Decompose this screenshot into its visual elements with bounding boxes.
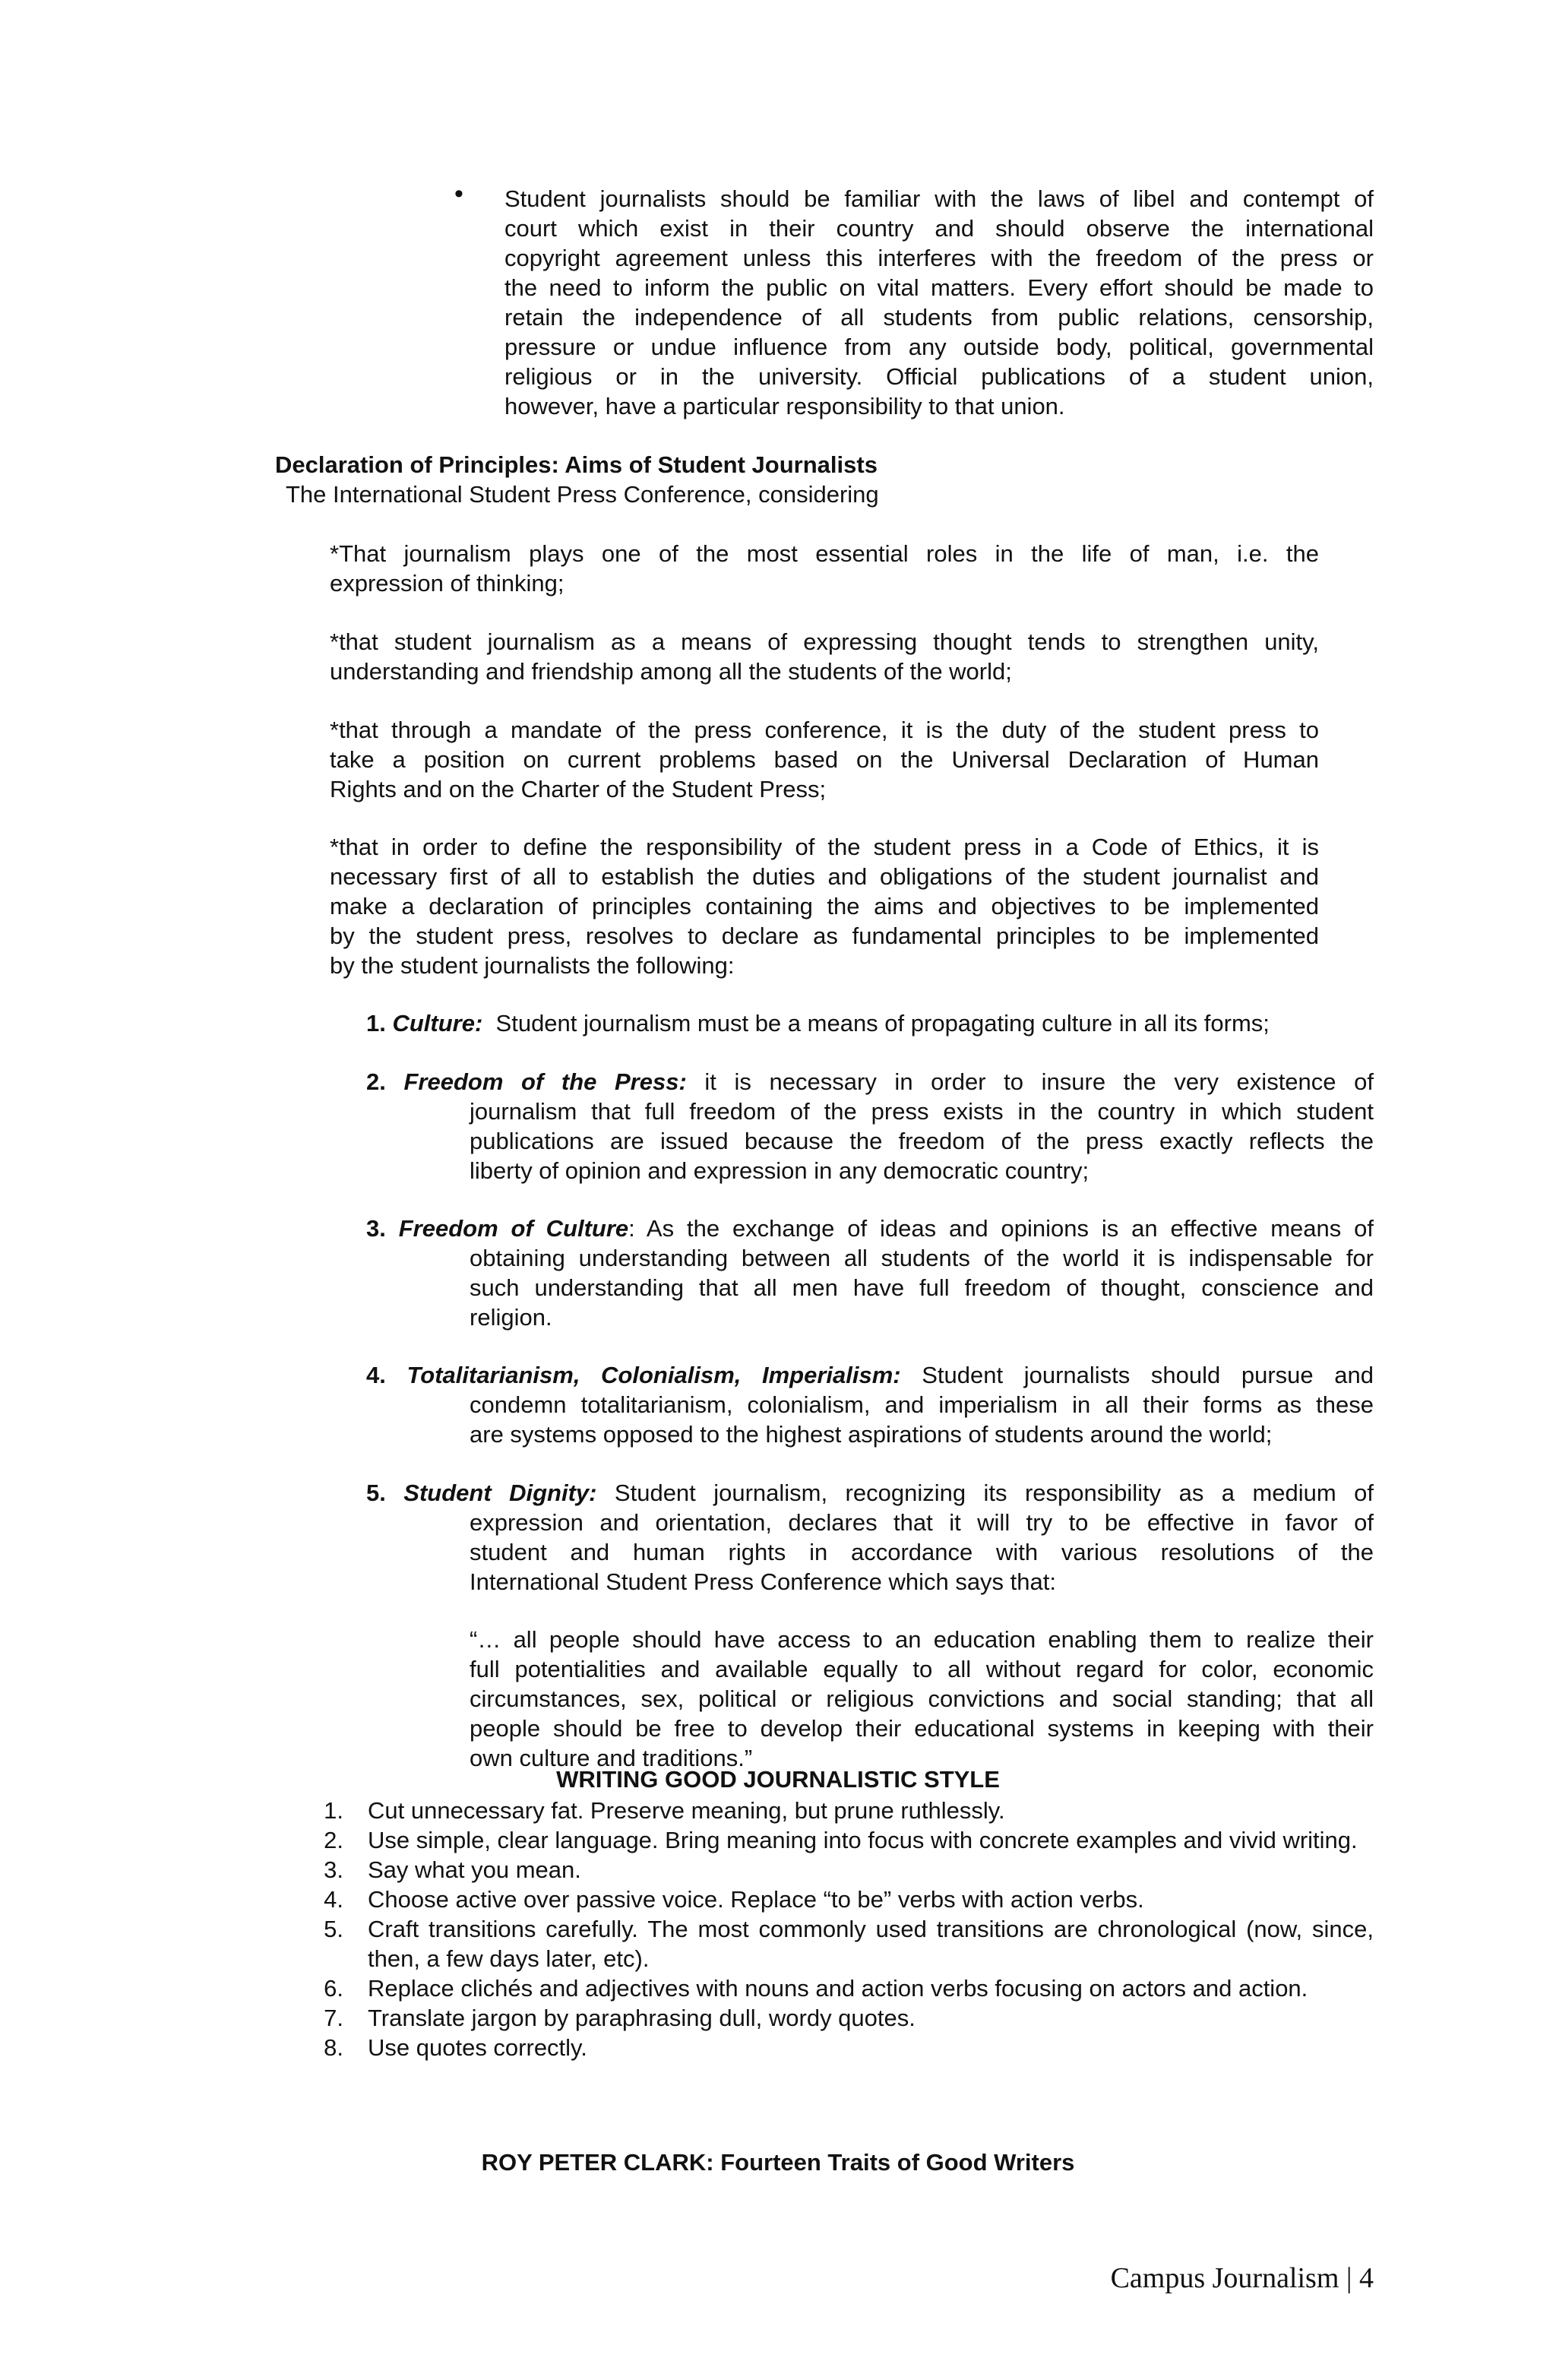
principle-term: Freedom of Culture [398,1215,629,1242]
consideration-line: take a position on current problems based on the Universal Declaration of Human [330,746,1319,773]
list-item-number: 1. [324,1797,343,1824]
list-item-text: Replace clichés and adjectives with nouns and action verbs focusing on actors and action. [368,1975,1308,2002]
declaration-subheading: The International Student Press Conference, considering [286,481,879,508]
page-footer: Campus Journalism | 4 [1110,2262,1374,2294]
principle-line: liberty of opinion and expression in any democratic country; [470,1157,1090,1184]
quote-line: circumstances, sex, political or religious convictions and social standing; that all [470,1685,1374,1712]
principle-first-line [366,1067,1374,1097]
consideration-line: make a declaration of principles containing the aims and objectives to be implemented [330,893,1319,919]
bullet-line: however, have a particular responsibility to that union. [504,393,1065,419]
list-item-number: 4. [324,1886,343,1913]
quote-line: “… all people should have access to an education enabling them to realize their [470,1626,1374,1653]
list-item-number: 5. [324,1916,343,1942]
list-item [319,1914,1374,1973]
principle-line: journalism that full freedom of the press exists in the country in which student [470,1098,1374,1125]
list-item-text: Use simple, clear language. Bring meaning into focus with concrete examples and vivid writing. [368,1827,1358,1853]
declaration-heading: Declaration of Principles: Aims of Student Journalists [275,451,878,478]
list-item-text: Cut unnecessary fat. Preserve meaning, but prune ruthlessly. [368,1797,1005,1824]
principle-number: 1. [366,1010,386,1037]
principle-line: religion. [470,1304,552,1331]
list-item-text: Use quotes correctly. [368,2034,587,2061]
principle-first-line [366,1360,1374,1390]
list-item-number: 3. [324,1856,343,1883]
principle-line: obtaining understanding between all students of the world it is indispensable for [470,1245,1374,1271]
list-item [319,1885,1374,1914]
consideration-line: Rights and on the Charter of the Student Press; [330,776,827,802]
consideration-line: expression of thinking; [330,570,565,597]
bullet-line: pressure or undue influence from any outside body, political, governmental [504,334,1374,360]
principle-line: expression and orientation, declares that it will try to be effective in favor of [470,1509,1374,1536]
list-item [319,1796,1374,1825]
consideration-line: *that through a mandate of the press conference, it is the duty of the student press to [330,717,1319,743]
quote-line: full potentialities and available equally to all without regard for color, economic [470,1656,1374,1682]
list-item-number: 6. [324,1975,343,2002]
list-item [319,2003,1374,2033]
principle-text: it is necessary in order to insure the very existence of [686,1068,1374,1095]
list-item-text: Translate jargon by paraphrasing dull, wordy quotes. [368,2005,916,2031]
consideration-line: by the student journalists the following: [330,952,735,979]
quote-line: own culture and traditions.” [470,1745,753,1771]
principle-number: 5. [366,1480,386,1506]
principle-line: such understanding that all men have full freedom of thought, conscience and [470,1274,1374,1301]
list-item-number: 8. [324,2034,343,2061]
list-item-text: Choose active over passive voice. Replace “to be” verbs with action verbs. [368,1886,1144,1913]
principle-line: publications are issued because the freedom of the press exactly reflects the [470,1128,1374,1154]
principle-term-suffix: : [628,1215,635,1242]
principle-term: Student Dignity: [403,1480,597,1506]
consideration-line: understanding and friendship among all the students of the world; [330,658,1012,685]
bullet-line: copyright agreement unless this interferes with the freedom of the press or [504,245,1374,271]
principle-text: Student journalism must be a means of propagating culture in all its forms; [482,1010,1270,1037]
list-item-number: 7. [324,2005,343,2031]
principle-first-line [366,1214,1374,1243]
bullet-line: Student journalists should be familiar with the laws of libel and contempt of [504,185,1374,212]
bullet-line: religious or in the university. Official publications of a student union, [504,363,1374,390]
principle-term: Culture: [392,1010,483,1037]
principle-first-line [366,1008,1374,1038]
consideration-line: *that student journalism as a means of expressing thought tends to strengthen unity, [330,628,1319,655]
quote-line: people should be free to develop their educational systems in keeping with their [470,1715,1374,1742]
list-item [319,1825,1374,1855]
principle-line: condemn totalitarianism, colonialism, and imperialism in all their forms as these [470,1391,1374,1418]
consideration-line: necessary first of all to establish the duties and obligations of the student journalist and [330,863,1319,890]
list-item [319,1973,1374,2003]
principle-text: Student journalists should pursue and [900,1362,1374,1388]
consideration-line: by the student press, resolves to declare as fundamental principles to be implemented [330,923,1319,949]
principle-number: 3. [366,1215,386,1242]
bullet-line: court which exist in their country and should observe the international [504,215,1374,242]
list-item-text: Say what you mean. [368,1856,581,1883]
principle-term: Totalitarianism, Colonialism, Imperialism: [406,1362,901,1388]
consideration-line: *That journalism plays one of the most essential roles in the life of man, i.e. the [330,540,1319,567]
bullet-line: retain the independence of all students from public relations, censorship, [504,304,1374,331]
writing-style-heading: WRITING GOOD JOURNALISTIC STYLE [556,1766,1000,1793]
principle-text: Student journalism, recognizing its responsibility as a medium of [596,1480,1374,1506]
list-item-number: 2. [324,1827,343,1853]
consideration-line: *that in order to define the responsibility of the student press in a Code of Ethics, it is [330,834,1319,860]
principle-first-line [366,1478,1374,1508]
principle-text: As the exchange of ideas and opinions is an effective means of [634,1215,1374,1242]
principle-number: 2. [366,1068,386,1095]
list-item-text: Craft transitions carefully. The most commonly used transitions are chronological (now, since, then, a few days later, etc). [368,1916,1374,1972]
principle-line: student and human rights in accordance with various resolutions of the [470,1539,1374,1565]
list-item [319,2033,1374,2062]
bullet-line: the need to inform the public on vital matters. Every effort should be made to [504,274,1374,301]
bullet-symbol: • [454,179,463,208]
principle-line: International Student Press Conference which says that: [470,1568,1056,1595]
writing-style-list [319,1796,1374,2062]
list-item [319,1855,1374,1885]
fourteen-traits-heading: ROY PETER CLARK: Fourteen Traits of Good Writers [481,2149,1075,2176]
principle-line: are systems opposed to the highest aspirations of students around the world; [470,1421,1273,1448]
principle-term: Freedom of the Press: [403,1068,687,1095]
principle-number: 4. [366,1362,386,1388]
